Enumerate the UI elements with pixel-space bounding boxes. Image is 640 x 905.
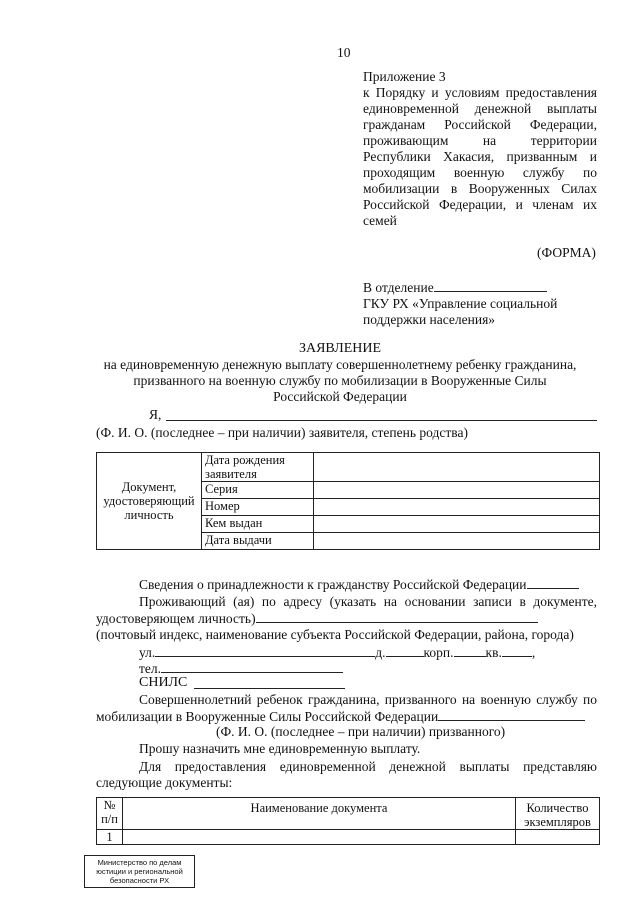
heading-line-1: на единовременную денежную выплату совершеннолетнему ребенку гражданина, — [103, 357, 577, 372]
number-field[interactable] — [314, 499, 600, 516]
header-quantity: Количество экземпляров — [516, 798, 600, 830]
appendix-line: проходящим военную службу по — [363, 165, 597, 180]
quantity-field[interactable] — [516, 830, 600, 845]
appendix-title: Приложение 3 — [363, 69, 446, 84]
row-label-series: Серия — [202, 482, 314, 499]
appendix-line: Республики Хакасия, призванным и — [363, 149, 597, 164]
documents-table — [96, 797, 600, 845]
appendix-line: мобилизации в Вооруженных Силах — [363, 181, 597, 196]
applicant-name-line[interactable] — [166, 420, 597, 421]
identity-group-label: Документ, удостоверяющий личность — [97, 453, 202, 550]
addressee-block — [363, 279, 557, 328]
child-field[interactable] — [438, 708, 585, 721]
document-heading — [80, 341, 600, 405]
address-line-1: Проживающий (ая) по адресу (указать на основании записи в документе, — [139, 594, 597, 609]
documents-line-1: Для предоставления единовременной денежной выплаты представляю — [139, 759, 597, 774]
issued-by-field[interactable] — [314, 516, 600, 533]
table-row — [97, 830, 600, 845]
address-line-2: удостоверяющем личность) — [96, 610, 538, 627]
addressee-line-1: В отделение — [363, 279, 557, 296]
street-field[interactable] — [155, 644, 375, 657]
header-document-name: Наименование документа — [123, 798, 516, 830]
row-label-issue-date: Дата выдачи — [202, 533, 314, 550]
issue-date-field[interactable] — [314, 533, 600, 550]
table-header-row — [97, 798, 600, 830]
phone-field[interactable] — [161, 660, 343, 673]
form-label: (ФОРМА) — [537, 245, 596, 260]
ministry-stamp: Министерство по делам юстиции и региональной безопасности РХ — [84, 855, 195, 888]
address-caption: (почтовый индекс, наименование субъекта Российской Федерации, района, города) — [96, 627, 574, 642]
row-number: 1 — [97, 830, 123, 845]
child-line-2: мобилизации в Вооруженные Силы Российской Федерации — [96, 708, 585, 725]
snils-field[interactable] — [194, 688, 345, 689]
address-field[interactable] — [256, 610, 538, 623]
house-field[interactable] — [386, 644, 424, 657]
appendix-block — [363, 69, 597, 229]
row-label-birth-date: Дата рождения заявителя — [202, 453, 314, 482]
addressee-line-2: ГКУ РХ «Управление социальной — [363, 296, 558, 311]
row-label-issued-by: Кем выдан — [202, 516, 314, 533]
table-row — [97, 453, 600, 482]
identity-document-table — [96, 452, 600, 550]
applicant-caption: (Ф. И. О. (последнее – при наличии) заявителя, степень родства) — [96, 425, 468, 440]
addressee-line-3: поддержки населения» — [363, 312, 496, 327]
series-field[interactable] — [314, 482, 600, 499]
citizenship-line: Сведения о принадлежности к гражданству Российской Федерации — [139, 576, 579, 593]
row-label-number: Номер — [202, 499, 314, 516]
birth-date-field[interactable] — [314, 453, 600, 482]
apartment-field[interactable] — [502, 644, 532, 657]
appendix-line: единовременной денежной выплаты — [363, 101, 597, 116]
document-name-field[interactable] — [123, 830, 516, 845]
phone-line: тел. — [139, 660, 343, 677]
child-caption: (Ф. И. О. (последнее – при наличии) призванного) — [216, 724, 506, 739]
appendix-line: проживающим на территории — [363, 133, 597, 148]
block-field[interactable] — [454, 644, 486, 657]
heading-line-3: Российской Федерации — [273, 389, 407, 404]
applicant-prefix: Я, — [149, 407, 162, 422]
appendix-line: Российской Федерации, и членам их — [363, 197, 597, 212]
appendix-line: гражданам Российской Федерации, — [363, 117, 597, 132]
page-number: 10 — [337, 45, 351, 60]
header-number: № п/п — [97, 798, 123, 830]
citizenship-field[interactable] — [527, 576, 579, 589]
heading-title: ЗАЯВЛЕНИЕ — [298, 341, 382, 356]
child-line-1: Совершеннолетний ребенок гражданина, призванного на военную службу по — [139, 692, 597, 707]
street-line: ул. д. корп. кв. , — [139, 645, 536, 660]
appendix-line: к Порядку и условиям предоставления — [363, 85, 597, 100]
request-line: Прошу назначить мне единовременную выплату. — [139, 741, 421, 756]
snils-label: СНИЛС — [139, 675, 188, 690]
heading-line-2: призванного на военную службу по мобилизации в Вооруженные Силы — [133, 373, 547, 388]
documents-line-2: следующие документы: — [96, 775, 233, 790]
appendix-last-line: семей — [363, 213, 397, 228]
